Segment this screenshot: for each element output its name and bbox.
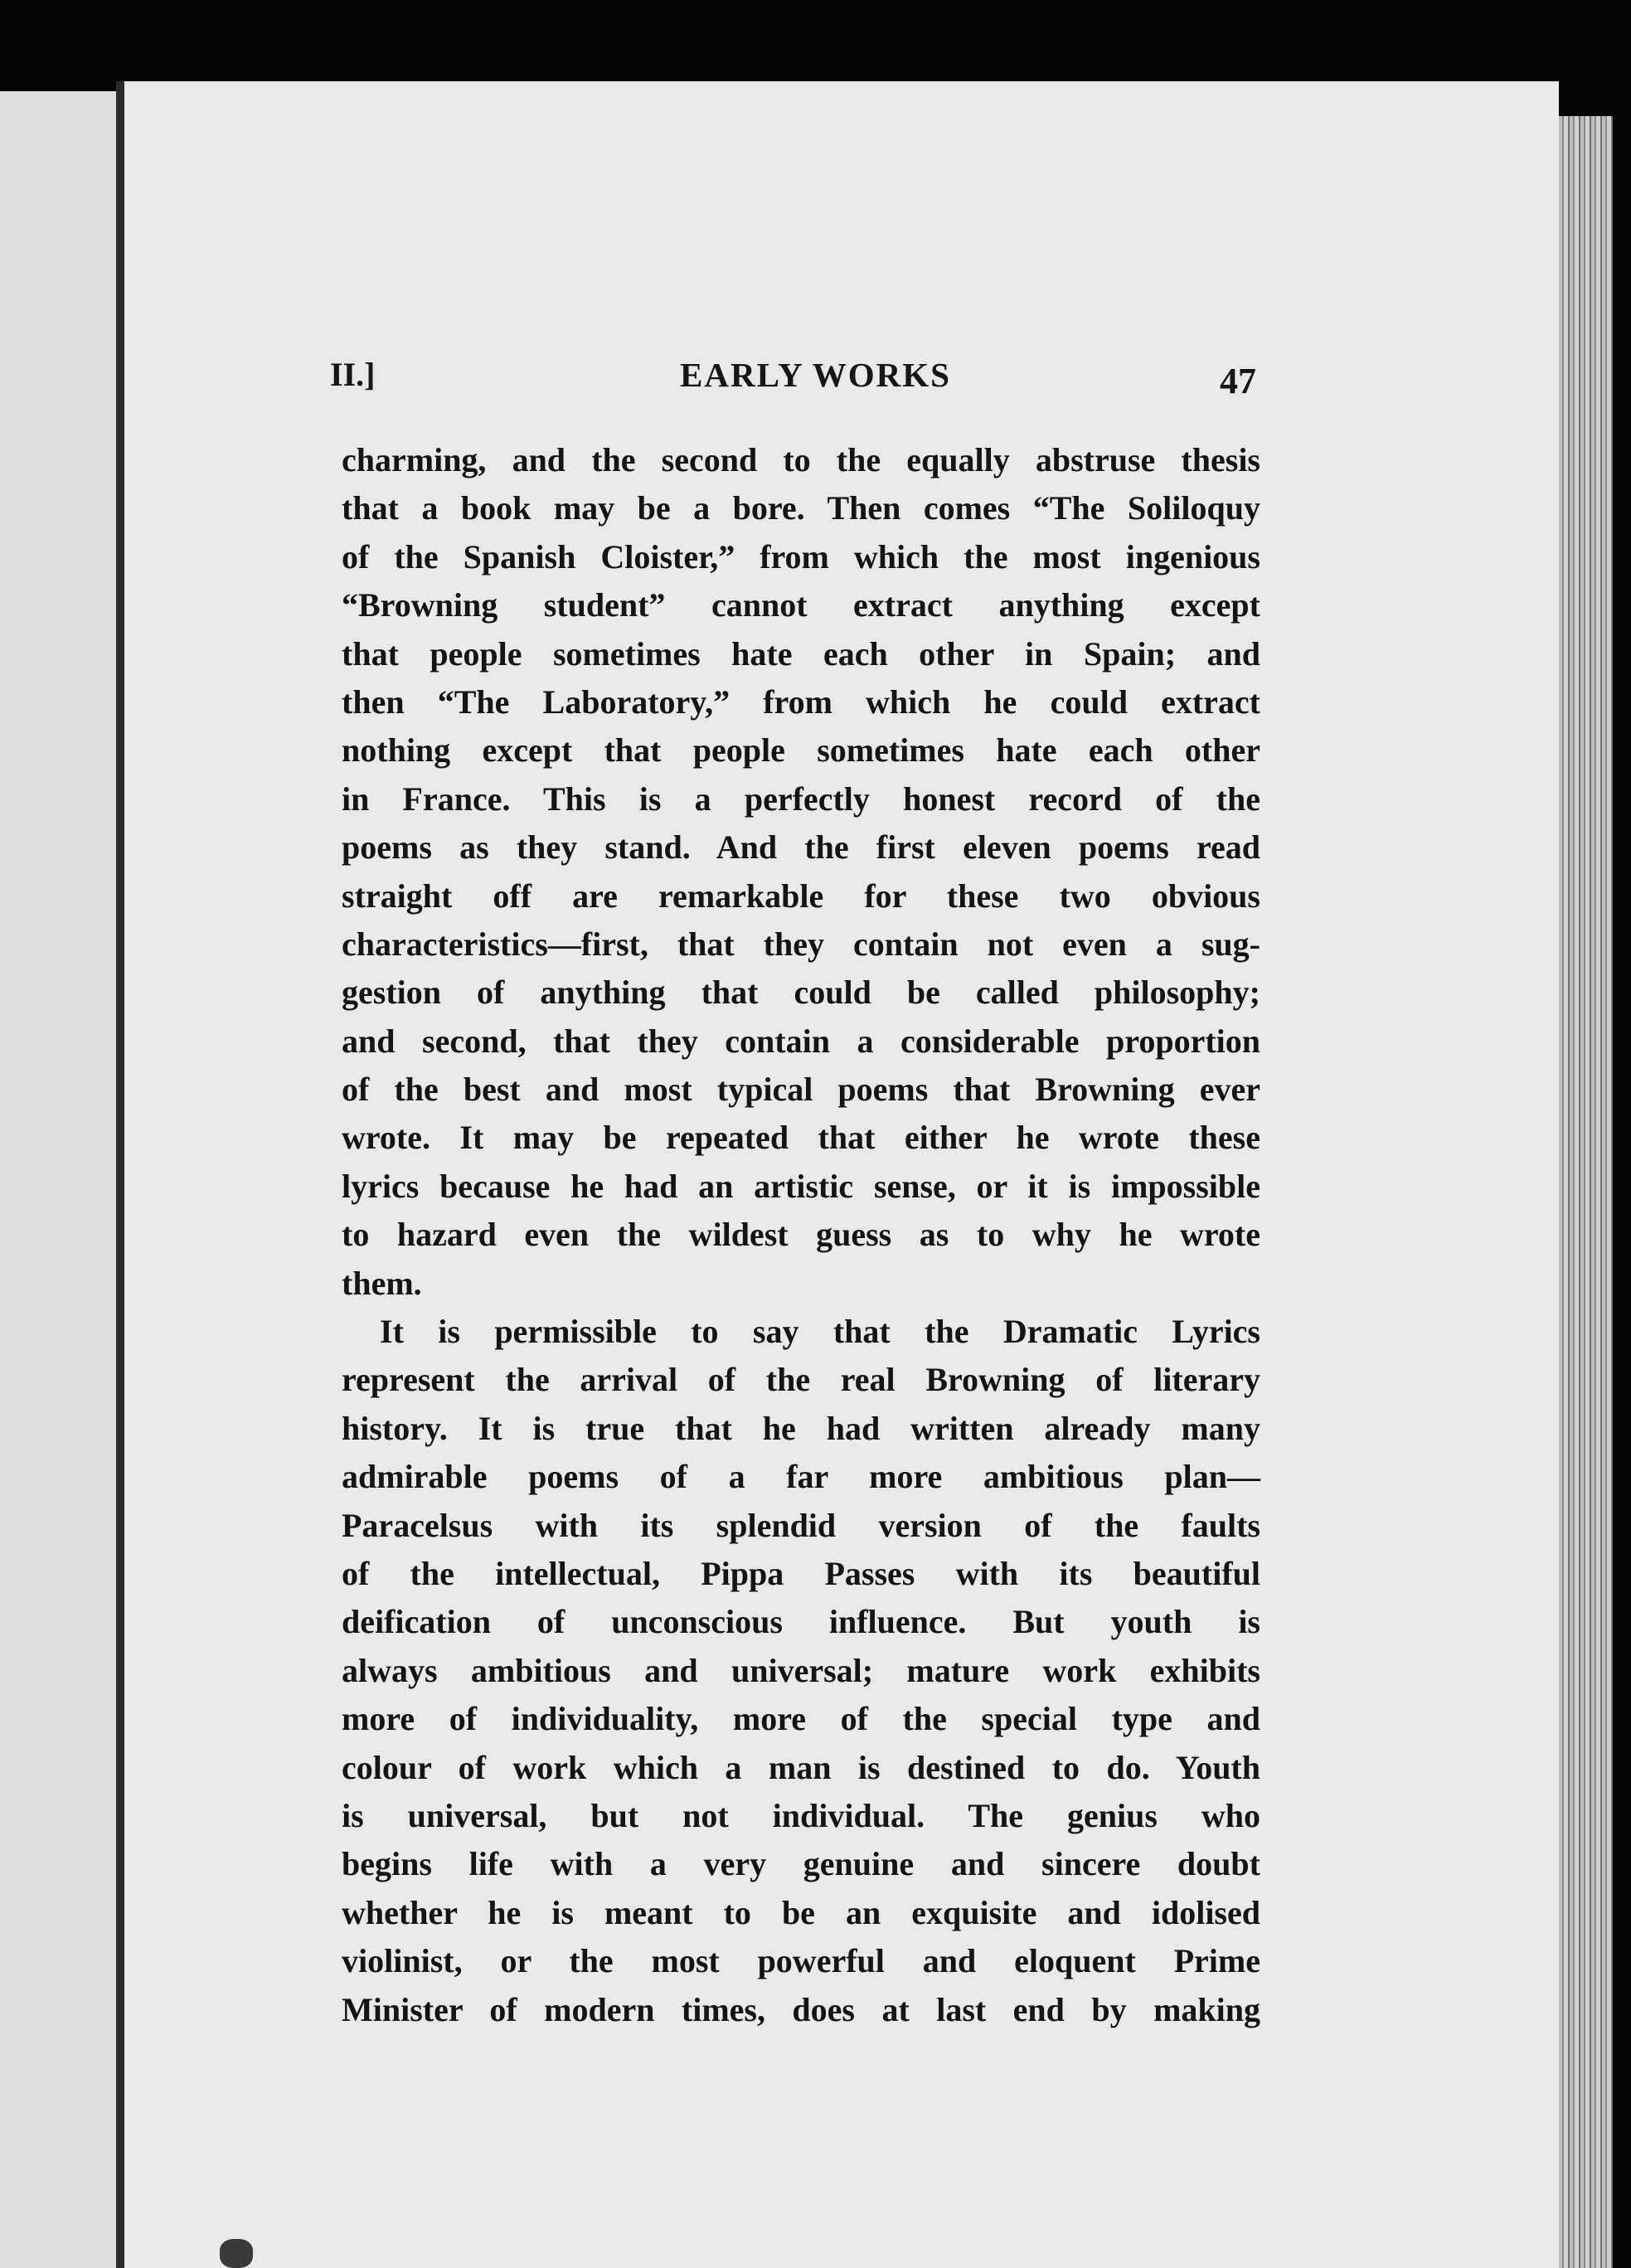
page-number: 47 — [1220, 361, 1256, 401]
running-header — [124, 355, 1567, 405]
text-line: history. It is true that he had written already many — [342, 1409, 1260, 1447]
text-line: colour of work which a man is destined to do. Youth — [342, 1748, 1260, 1786]
text-line: violinist, or the most powerful and eloquent Prime — [342, 1942, 1260, 1980]
text-line: admirable poems of a far more ambitious plan— — [342, 1458, 1260, 1496]
text-line: represent the arrival of the real Browning of literary — [342, 1361, 1260, 1399]
text-line: “Browning student” cannot extract anything except — [342, 586, 1260, 624]
text-line: lyrics because he had an artistic sense, or it is impossible — [342, 1167, 1260, 1205]
text-line: that a book may be a bore. Then comes “The Soliloquy — [342, 489, 1260, 527]
text-line: Minister of modern times, does at last end by making — [342, 1990, 1260, 2028]
text-line: nothing except that people sometimes hate each other — [342, 731, 1260, 770]
body-text — [342, 436, 1260, 2034]
paragraph-start-line: It is permissible to say that the Dramatic Lyrics — [380, 1313, 1260, 1351]
text-line: poems as they stand. And the first eleven poems read — [342, 828, 1260, 867]
text-line: gestion of anything that could be called philosophy; — [342, 974, 1260, 1012]
text-line: more of individuality, more of the special type and — [342, 1700, 1260, 1738]
page-stack-edge — [1559, 116, 1613, 2268]
book-page — [116, 81, 1559, 2268]
text-line: Paracelsus with its splendid version of the faults — [342, 1506, 1260, 1544]
text-line: of the best and most typical poems that Browning ever — [342, 1071, 1260, 1109]
facing-page-edge — [0, 91, 116, 2268]
text-line: always ambitious and universal; mature work exhibits — [342, 1651, 1260, 1689]
scan-smudge — [220, 2239, 253, 2268]
text-line: them. — [342, 1264, 422, 1302]
running-title: EARLY WORKS — [680, 356, 951, 394]
text-line: wrote. It may be repeated that either he wrote these — [342, 1119, 1260, 1157]
text-line: to hazard even the wildest guess as to why he wrote — [342, 1216, 1260, 1254]
text-line: straight off are remarkable for these two obvious — [342, 877, 1260, 915]
text-line: deification of unconscious influence. But youth is — [342, 1603, 1260, 1641]
text-line: is universal, but not individual. The genius who — [342, 1796, 1260, 1834]
text-line: and second, that they contain a considerable proportion — [342, 1022, 1260, 1060]
text-line: charming, and the second to the equally abstruse thesis — [342, 441, 1260, 478]
text-line: begins life with a very genuine and sincere doubt — [342, 1845, 1260, 1883]
chapter-marker: II.] — [330, 356, 376, 393]
text-line: in France. This is a perfectly honest record of the — [342, 779, 1260, 818]
text-line: of the intellectual, Pippa Passes with its beautiful — [342, 1554, 1260, 1592]
text-line: then “The Laboratory,” from which he could extract — [342, 682, 1260, 721]
text-line: whether he is meant to be an exquisite and idolised — [342, 1893, 1260, 1931]
text-line: of the Spanish Cloister,” from which the most ingenious — [342, 537, 1260, 575]
text-line: that people sometimes hate each other in Spain; and — [342, 634, 1260, 673]
text-line: characteristics—first, that they contain not even a sug- — [342, 925, 1260, 963]
